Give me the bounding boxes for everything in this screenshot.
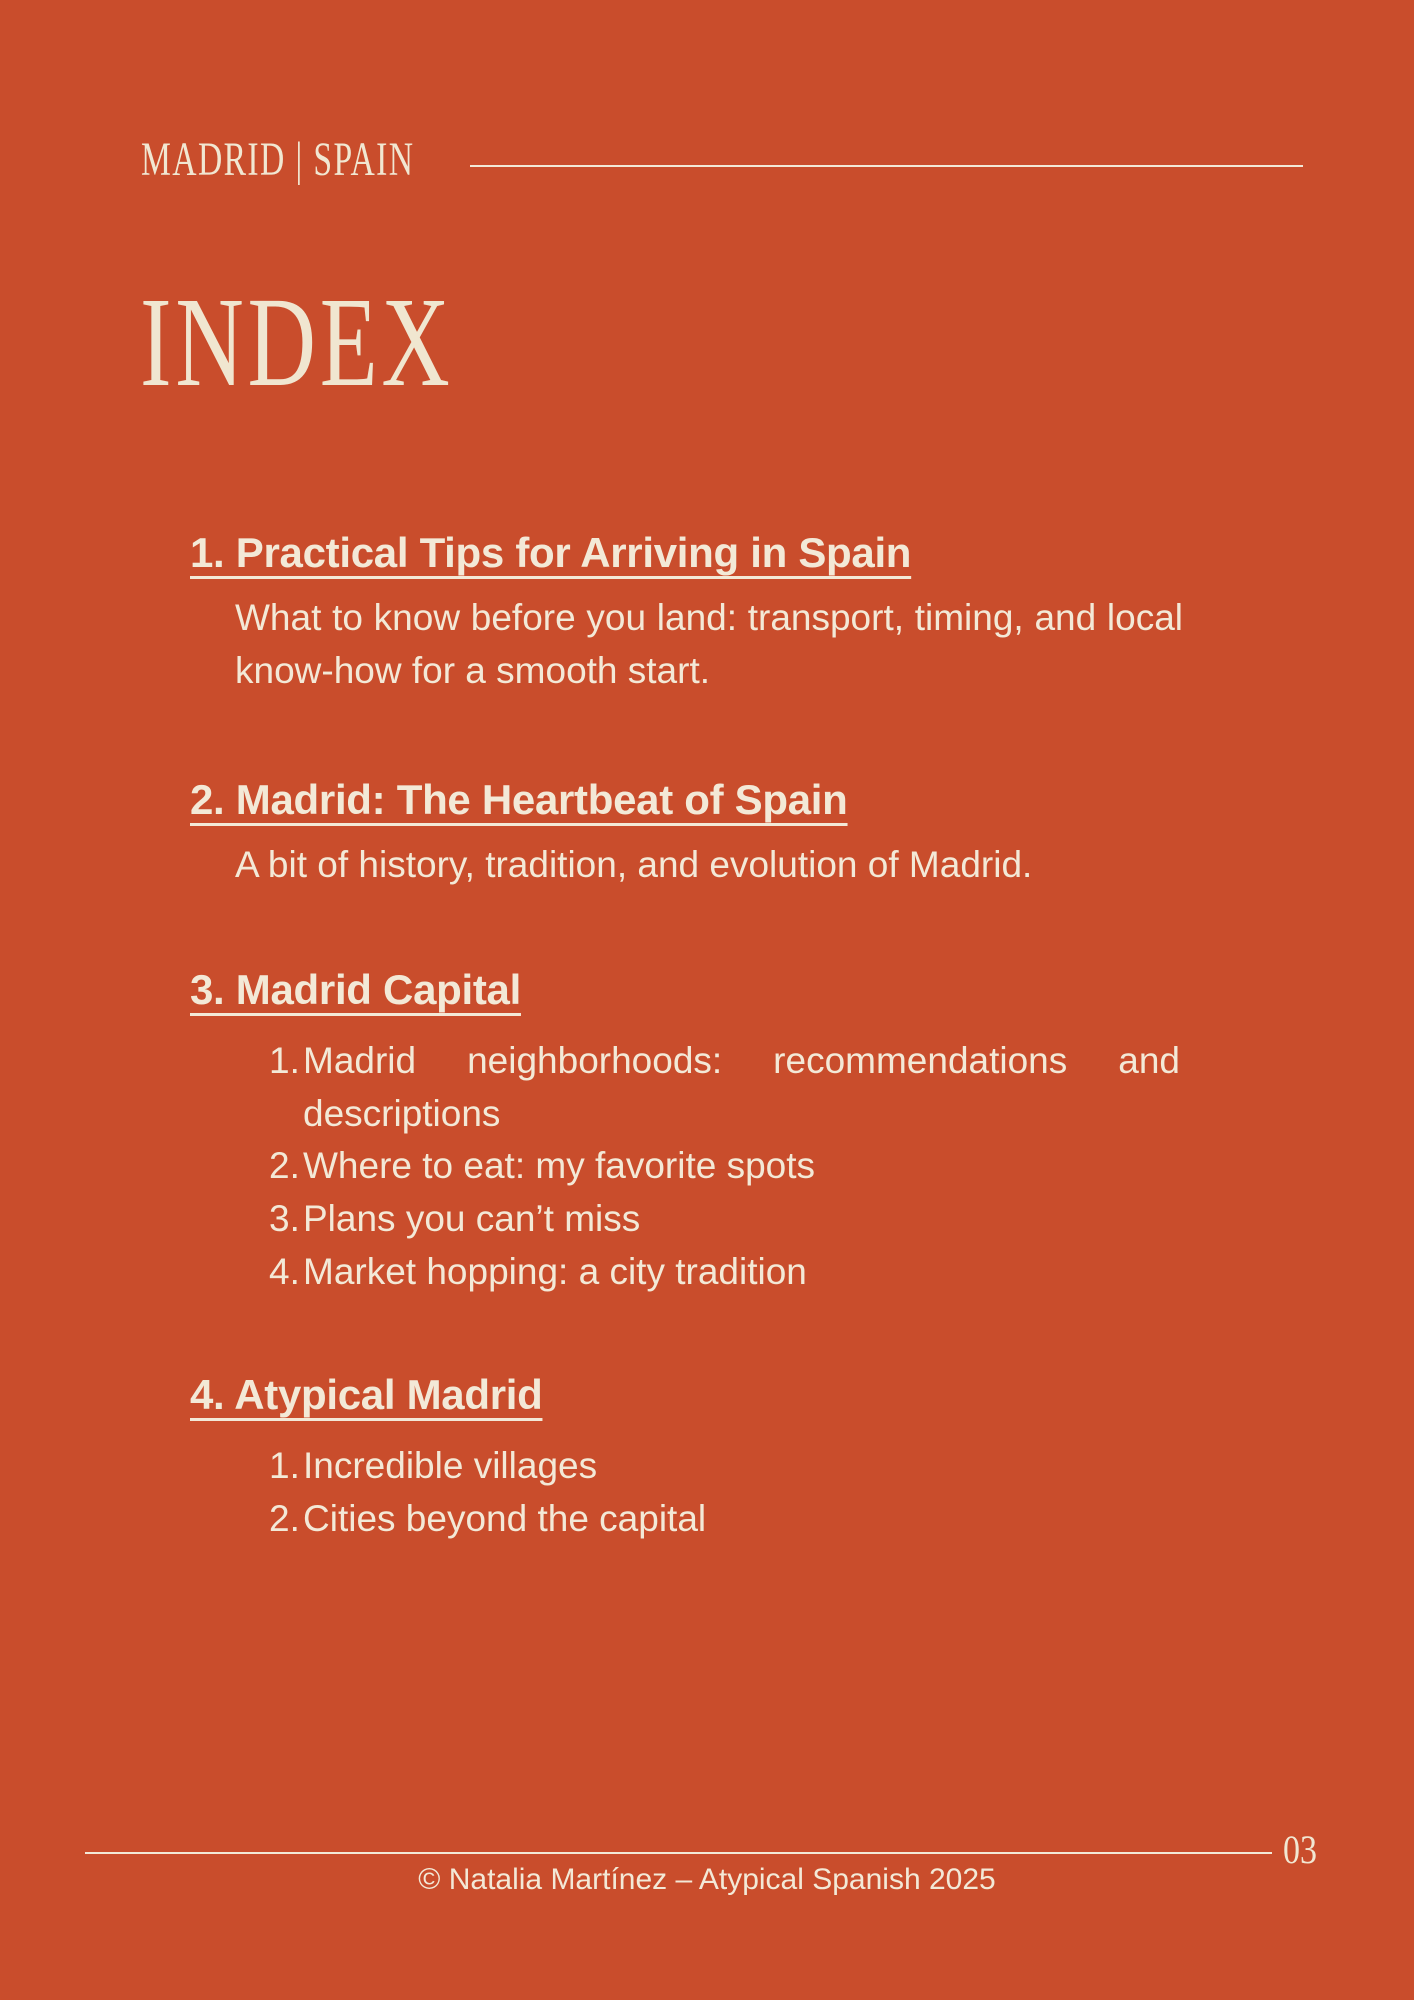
page-number: 03 xyxy=(1283,1827,1317,1872)
toc-heading-text: 1. Practical Tips for Arriving in Spain xyxy=(190,529,912,576)
toc-heading-text: 3. Madrid Capital xyxy=(190,966,521,1013)
list-item-text: Madrid neighborhoods: recommendations and descriptions xyxy=(303,1040,1180,1134)
list-item xyxy=(269,1035,1180,1140)
toc-section-practical-tips xyxy=(190,528,1190,697)
list-item-number: 2. xyxy=(269,1497,300,1539)
toc-section-madrid-capital xyxy=(190,965,1190,1298)
toc-description-heartbeat: A bit of history, tradition, and evolution of Madrid. xyxy=(235,844,1033,886)
list-item-number: 3. xyxy=(269,1197,300,1239)
list-item xyxy=(269,1140,1180,1193)
list-item xyxy=(269,1193,1180,1246)
footer-rule xyxy=(85,1852,1272,1854)
list-item-number: 1. xyxy=(269,1040,300,1082)
list-item-text: Where to eat: my favorite spots xyxy=(303,1145,816,1187)
toc-sublist-madrid-capital xyxy=(269,1035,1180,1298)
toc-heading-text: 4. Atypical Madrid xyxy=(190,1371,543,1418)
header-rule xyxy=(470,165,1303,167)
toc-section-atypical-madrid xyxy=(190,1370,1190,1545)
page-title: INDEX xyxy=(140,271,454,413)
toc-heading-text: 2. Madrid: The Heartbeat of Spain xyxy=(190,776,848,823)
list-item xyxy=(269,1440,1180,1493)
list-item-text: Cities beyond the capital xyxy=(303,1497,707,1539)
toc-description-practical-tips: What to know before you land: transport, timing, and local know-how for a smooth start. xyxy=(235,597,1183,691)
list-item-number: 4. xyxy=(269,1250,300,1292)
header-location-label: MADRID | SPAIN xyxy=(141,133,415,186)
list-item-text: Plans you can’t miss xyxy=(303,1197,641,1239)
copyright-text: © Natalia Martínez – Atypical Spanish 2025 xyxy=(418,1863,996,1896)
toc-heading-practical-tips[interactable] xyxy=(190,528,1190,578)
list-item xyxy=(269,1246,1180,1299)
list-item-text: Incredible villages xyxy=(303,1445,598,1487)
list-item-text: Market hopping: a city tradition xyxy=(303,1250,807,1292)
list-item-number: 1. xyxy=(269,1445,300,1487)
toc-heading-heartbeat[interactable] xyxy=(190,775,1190,825)
toc-heading-atypical-madrid[interactable] xyxy=(190,1370,1190,1420)
toc-sublist-atypical-madrid xyxy=(269,1440,1180,1545)
toc-section-heartbeat xyxy=(190,775,1190,892)
list-item-number: 2. xyxy=(269,1145,300,1187)
toc-heading-madrid-capital[interactable] xyxy=(190,965,1190,1015)
list-item xyxy=(269,1493,1180,1546)
